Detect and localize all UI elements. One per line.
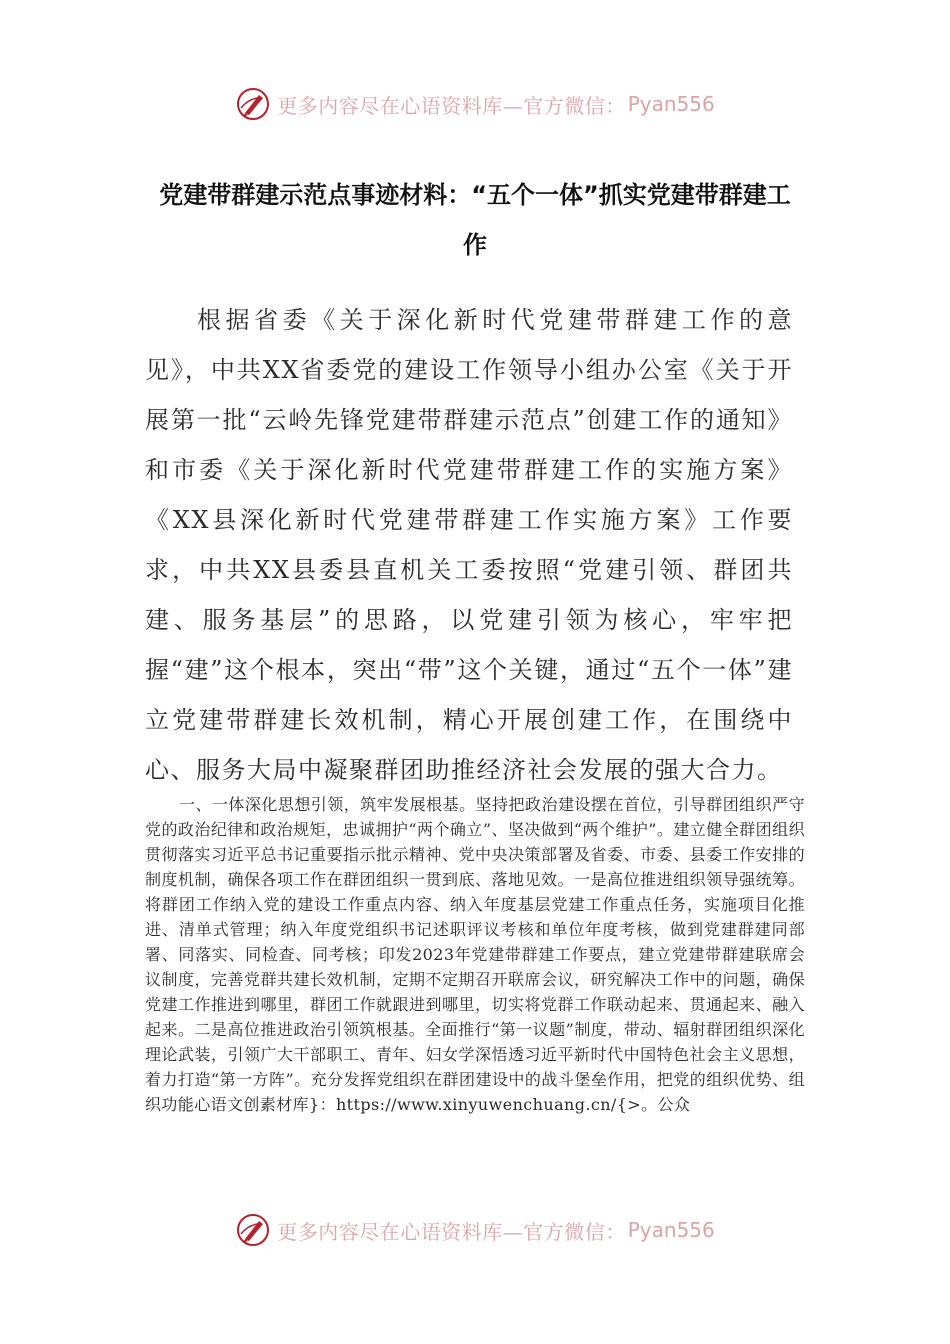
watermark-wechat-id: Pyan556 [627,1218,715,1242]
document-title: 党建带群建示范点事迹材料：“五个一体”抓实党建带群建工作 [159,181,791,259]
watermark-text: 更多内容尽在心语资料库—官方微信： [277,93,626,118]
footer-watermark-banner [0,1208,950,1252]
lead-paragraph: 根据省委《关于深化新时代党建带群建工作的意见》，中共XX省委党的建设工作领导小组办公室《关于开展第一批“云岭先锋党建带群建示范点”创建工作的通知》和市委《关于深化新时代党建带群建工作的实施方案》《XX县深化新时代党建带群建工作实施方案》工作要求，中共XX县委县直机关工委按照“党建引领、群团共建、服务基层”的思路，以党建引领为核心，牢牢把握“建”这个根本，突出“带”这个关键，通过“五个一体”建立党建带群建长效机制，精心开展创建工作，在围绕中心、服务大局中凝聚群团助推经济社会发展的强大合力。 [145,306,793,784]
body-paragraph: 一、一体深化思想引领，筑牢发展根基。坚持把政治建设摆在首位，引导群团组织严守党的政治纪律和政治规矩，忠诚拥护“两个确立”、坚决做到“两个维护”。建立健全群团组织贯彻落实习近平总书记重要指示批示精神、党中央决策部署及省委、市委、县委工作安排的制度机制，确保各项工作在群团组织一贯到底、落地见效。一是高位推进组织领导强统筹。将群团工作纳入党的建设工作重点内容、纳入年度基层党建工作重点任务，实施项目化推进、清单式管理；纳入年度党组织书记述职评议考核和单位年度考核，做到党建群建同部署、同落实、同检查、同考核；印发2023年党建带群建工作要点，建立党建带群建联席会议制度，完善党群共建长效机制，定期不定期召开联席会议，研究解决工作中的问题，确保党建工作推进到哪里，群团工作就跟进到哪里，切实将党群工作联动起来、贯通起来、融入起来。二是高位推进政治引领筑根基。全面推行“第一议题”制度，带动、辐射群团组织深化理论武装，引领广大干部职工、青年、妇女学深悟透习近平新时代中国特色社会主义思想，着力打造“第一方阵”。充分发挥党组织在群团建设中的战斗堡垒作用，把党的组织优势、组织功能心语文创素材库}：https://www.xinyuwenchuang.cn/{>。公众 [145,795,805,1114]
pen-nib-icon [235,1212,271,1248]
watermark-wechat-id: Pyan556 [627,92,715,116]
watermark-text: 更多内容尽在心语资料库—官方微信： [277,1219,626,1244]
header-watermark-banner [0,82,950,126]
pen-nib-icon [235,86,271,122]
